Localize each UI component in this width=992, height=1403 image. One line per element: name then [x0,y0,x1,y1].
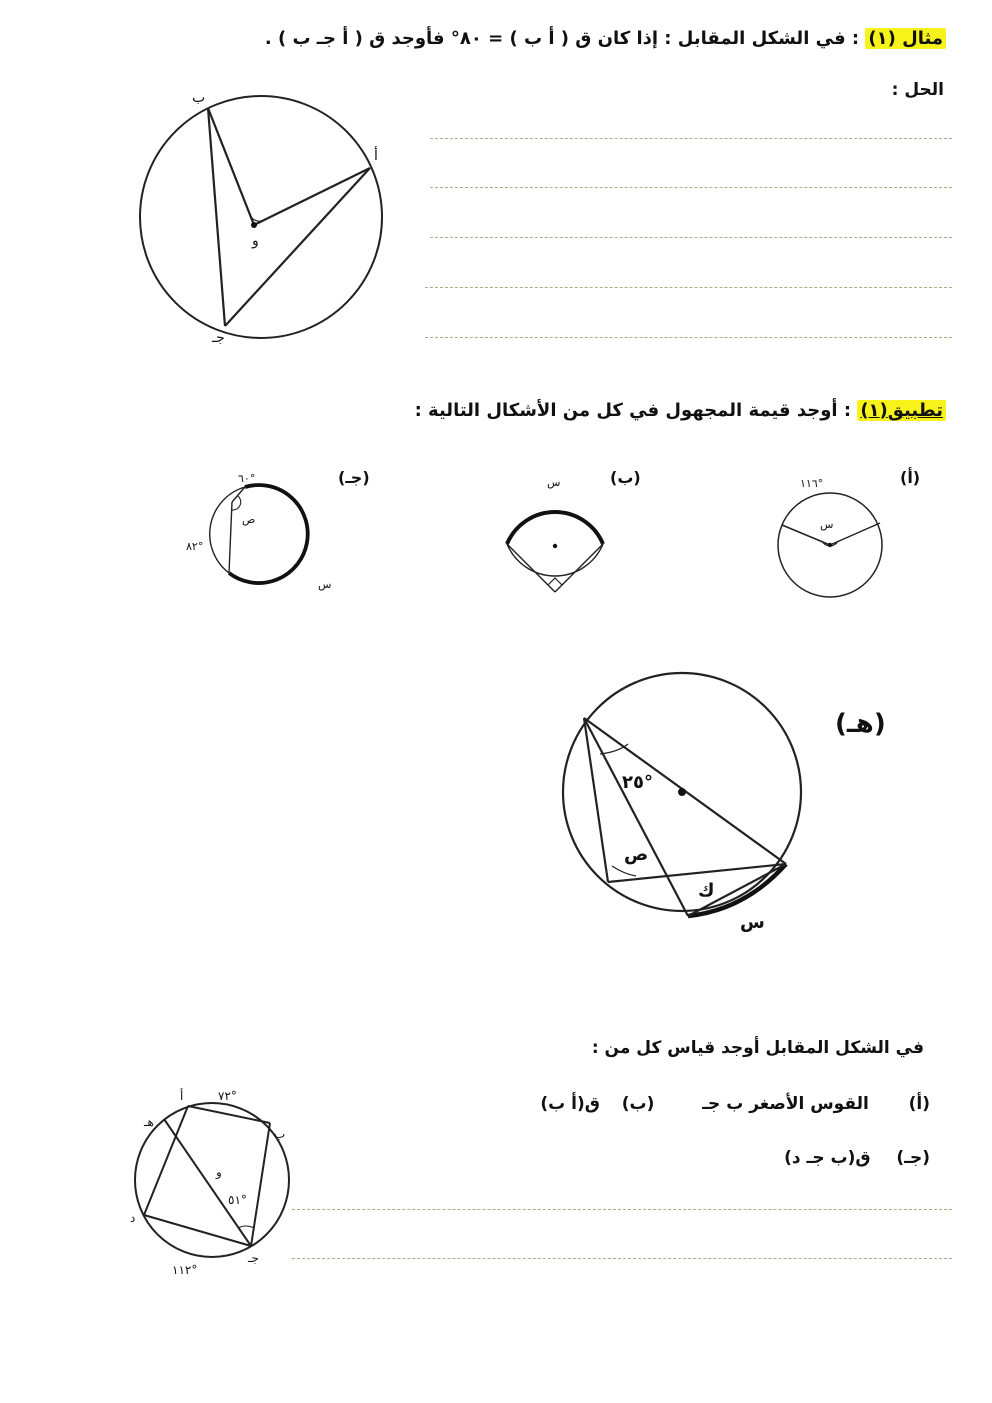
application-heading [415,400,946,421]
figure-c-thin-arc [210,487,245,573]
ex-chord-a-b [188,1106,270,1123]
figure-e-angle-mark-bottom [612,866,636,876]
label-a: أ [374,148,378,164]
example-heading [265,28,946,49]
exercise-item-a-label: (أ) [908,1094,930,1114]
answer-line-2 [430,187,952,188]
label-o: و [252,233,259,249]
solution-label: الحل : [891,80,944,100]
example-title: مثال [902,28,943,49]
example-text: : في الشكل المقابل : إذا كان ق ( أ ب ) = ٨٠° فأوجد ق ( أ جـ ب ) . [264,28,860,49]
figure-b-thin-arc [507,544,603,576]
ex-label-51: ٥١° [228,1193,247,1207]
exercise-row-1 [540,1094,930,1114]
ex-label-b: ب [274,1127,286,1141]
figure-e-unknown-angle: ص [624,844,649,865]
figure-c-unknown-angle: ص [242,513,256,526]
answer-line-5 [425,337,952,338]
figure-e-letter: (هـ) [835,709,886,739]
example-circle [140,96,382,338]
exercise-intro: في الشكل المقابل أوجد قياس كل من : [591,1038,924,1058]
exercise-item-c-label: (جـ) [896,1148,930,1168]
figure-c-chord-left [229,502,232,573]
figure-e-unknown-arc: س [740,912,765,933]
figure-c [180,460,390,610]
label-c: جـ [212,330,225,346]
figure-e [540,670,920,940]
exercise-line-2 [292,1258,952,1259]
ex-angle-mark [238,1226,254,1228]
figure-b-right-angle [548,578,562,585]
exercise-figure [120,1080,310,1280]
figure-a-center [828,543,832,547]
exercise-line-1 [292,1209,952,1210]
example-figure [130,80,400,350]
figure-a-letter: (أ) [900,468,921,487]
chord-a-c [225,168,370,326]
figure-e-point: ك [698,880,715,901]
ex-label-h: هـ [144,1115,154,1129]
figure-c-angle-top: ٦٠° [238,472,256,485]
figure-e-chord-2 [584,718,688,916]
figure-b-letter: (ب) [610,468,641,487]
figure-c-letter: (جـ) [338,468,370,487]
application-title-highlight [857,400,946,421]
figure-e-angle: ٢٥° [622,772,653,793]
figure-b [495,460,675,610]
exercise-item-c-text: ق(ب جـ د) [784,1148,871,1168]
figure-a-angle: ١١٦° [800,477,824,490]
application-number: (١) [860,400,888,421]
example-number: (١) [868,28,896,49]
ex-label-112: ١١٢° [172,1263,198,1277]
chord-b-c [208,108,225,326]
ex-label-o: و [216,1165,222,1179]
figure-a [760,460,960,610]
label-b: ب [192,90,206,106]
exercise-row-2 [784,1148,930,1168]
ex-chord-c-d [144,1215,251,1246]
figure-e-center [678,788,686,796]
ex-chord-h-c [164,1119,251,1246]
radius-o-a [254,168,370,225]
center-point [251,222,257,228]
ex-label-72: ٧٢° [218,1089,237,1103]
figure-b-thick-arc [507,512,603,544]
exercise-item-a-text: القوس الأصغر ب جـ [702,1094,869,1114]
figure-a-unknown: س [820,518,834,531]
figure-b-center [553,544,557,548]
figure-c-angle-mark [232,496,241,510]
ex-label-d: د [130,1211,136,1225]
answer-line-3 [430,237,952,238]
application-text: : أوجد قيمة المجهول في كل من الأشكال التالية : [414,400,852,421]
exercise-item-b-text: ق(أ ب) [540,1094,600,1114]
answer-line-1 [430,138,952,139]
exercise-item-b-label: (ب) [621,1094,655,1114]
example-title-highlight [865,28,946,49]
ex-label-a: أ [180,1089,184,1103]
ex-label-c: جـ [248,1251,259,1265]
figure-b-unknown: س [547,476,561,489]
figure-c-angle-left: ٨٢° [186,540,204,553]
application-title: تطبيق [887,400,943,421]
answer-line-4 [425,287,952,288]
figure-c-unknown-arc: س [318,578,332,591]
